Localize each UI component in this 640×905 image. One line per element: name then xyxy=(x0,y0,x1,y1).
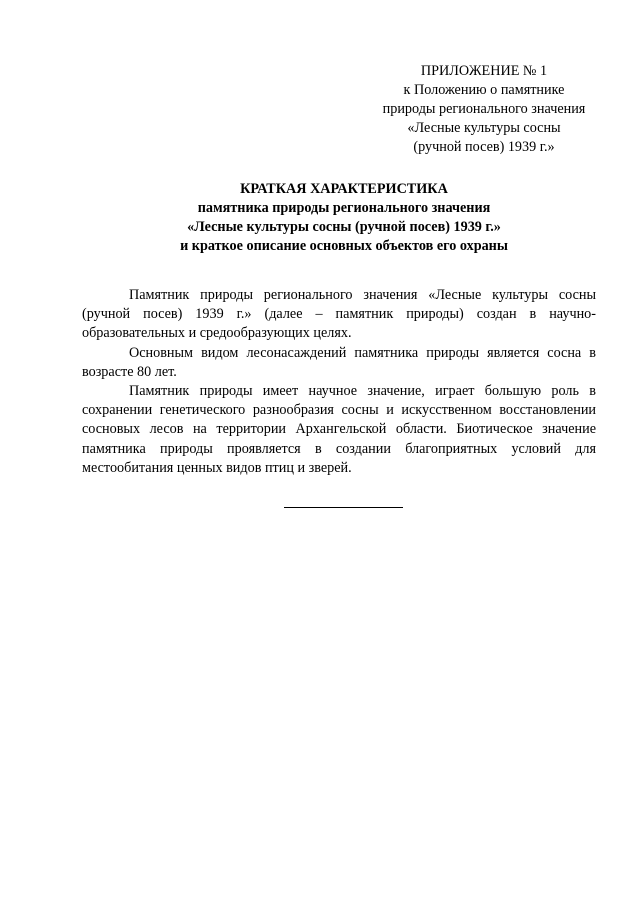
title-line: «Лесные культуры сосны (ручной посев) 1939 г.» xyxy=(187,219,501,235)
paragraph-main-species: Основным видом лесонасаждений памятника природы является сосна в возрасте 80 лет. xyxy=(82,344,596,380)
appendix-line: «Лесные культуры сосны xyxy=(407,120,561,136)
closing-separator-line xyxy=(284,507,403,508)
appendix-number: ПРИЛОЖЕНИЕ № 1 xyxy=(420,63,548,79)
title-heading: КРАТКАЯ ХАРАКТЕРИСТИКА xyxy=(240,181,448,197)
document-title xyxy=(100,180,588,256)
paragraph-significance: Памятник природы имеет научное значение, играет большую роль в сохранении генетического разнообразия сосны и искусственном восстановлении сосновых лесов на территории Архангельской области. Биотическое значение памятника природы проявляется в создании благоприятных условий для местообитания ценных видов птиц и зверей. xyxy=(82,383,596,476)
appendix-line: природы регионального значения xyxy=(382,101,586,117)
document-body xyxy=(82,286,596,478)
paragraph-purpose: Памятник природы регионального значения «Лесные культуры сосны (ручной посев) 1939 г.» (далее – памятник природы) создан в научно-образовательных и средообразующих целях. xyxy=(82,287,596,342)
appendix-line: к Положению о памятнике xyxy=(403,82,565,98)
appendix-line: (ручной посев) 1939 г.» xyxy=(413,139,555,155)
title-line: памятника природы регионального значения xyxy=(197,200,491,216)
title-line: и краткое описание основных объектов его охраны xyxy=(180,238,508,254)
appendix-header xyxy=(372,62,596,157)
